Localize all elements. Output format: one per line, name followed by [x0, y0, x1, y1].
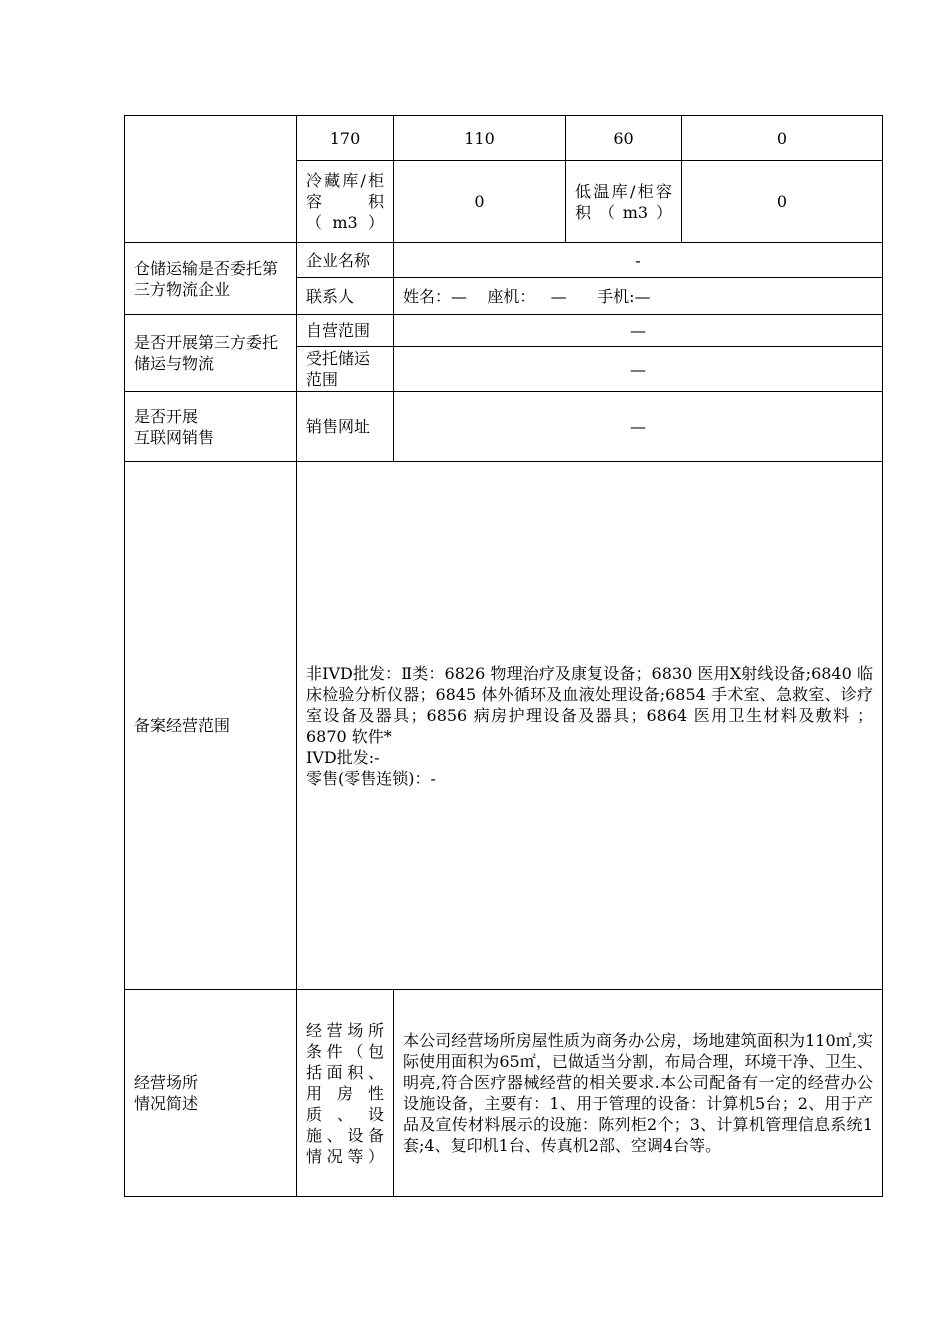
third-party-logistics-label: 仓储运输是否委托第三方物流企业	[125, 243, 297, 315]
capacity-value-1: 170	[297, 116, 394, 161]
premises-conditions-label: 经营场所条件（包括面积、用房性质、设施、设备情况等）	[297, 990, 394, 1197]
capacity-value-2: 110	[394, 116, 566, 161]
online-sales-row	[125, 392, 883, 462]
record-form-table	[124, 115, 883, 1197]
capacity-value-4: 0	[682, 116, 883, 161]
entrusted-scope-value: —	[394, 347, 883, 392]
capacity-value-3: 60	[566, 116, 682, 161]
third-party-company-row	[125, 243, 883, 278]
scope-ivd-line: IVD批发:-	[306, 747, 380, 767]
entrusted-storage-label: 是否开展第三方委托储运与物流	[125, 315, 297, 392]
capacity-values-row	[125, 116, 883, 161]
cold-storage-volume-label: 冷藏库/柜容积（m3）	[297, 161, 394, 243]
self-operated-scope-row	[125, 315, 883, 347]
sales-url-value: —	[394, 392, 883, 462]
premises-label: 经营场所 情况简述	[125, 990, 297, 1197]
business-scope-row	[125, 462, 883, 990]
scope-non-ivd-line: 非IVD批发：Ⅱ类：6826 物理治疗及康复设备；6830 医用X射线设备;6840 临床检验分析仪器；6845 体外循环及血液处理设备;6854 手术室、急救室、诊疗室设备及器具；6856 病房护理设备及器具；6864 医用卫生材料及敷料 ；6870 软件*	[306, 663, 873, 746]
capacity-blank-cell	[125, 116, 297, 243]
company-name-label: 企业名称	[297, 243, 394, 278]
contact-value: 姓名：— 座机： — 手机:—	[394, 278, 883, 315]
contact-label: 联系人	[297, 278, 394, 315]
cold-storage-volume-value: 0	[394, 161, 566, 243]
entrusted-scope-label: 受托储运范围	[297, 347, 394, 392]
self-operated-scope-value: —	[394, 315, 883, 347]
business-scope-content	[297, 462, 883, 990]
online-sales-label: 是否开展 互联网销售	[125, 392, 297, 462]
low-temp-storage-volume-value: 0	[682, 161, 883, 243]
business-scope-label: 备案经营范围	[125, 462, 297, 990]
sales-url-label: 销售网址	[297, 392, 394, 462]
low-temp-storage-volume-label: 低温库/柜容积（m3）	[566, 161, 682, 243]
self-operated-scope-label: 自营范围	[297, 315, 394, 347]
premises-description: 本公司经营场所房屋性质为商务办公房，场地建筑面积为110㎡,实际使用面积为65㎡，已做适当分割，布局合理，环境干净、卫生、明亮,符合医疗器械经营的相关要求.本公司配备有一定的经营办公设施设备，主要有：1、用于管理的设备：计算机5台；2、用于产品及宣传材料展示的设施：陈列柜2个；3、计算机管理信息系统1套;4、复印机1台、传真机2部、空调4台等。	[394, 990, 883, 1197]
company-name-value: -	[394, 243, 883, 278]
premises-row	[125, 990, 883, 1197]
scope-retail-line: 零售(零售连锁)：-	[306, 768, 436, 788]
